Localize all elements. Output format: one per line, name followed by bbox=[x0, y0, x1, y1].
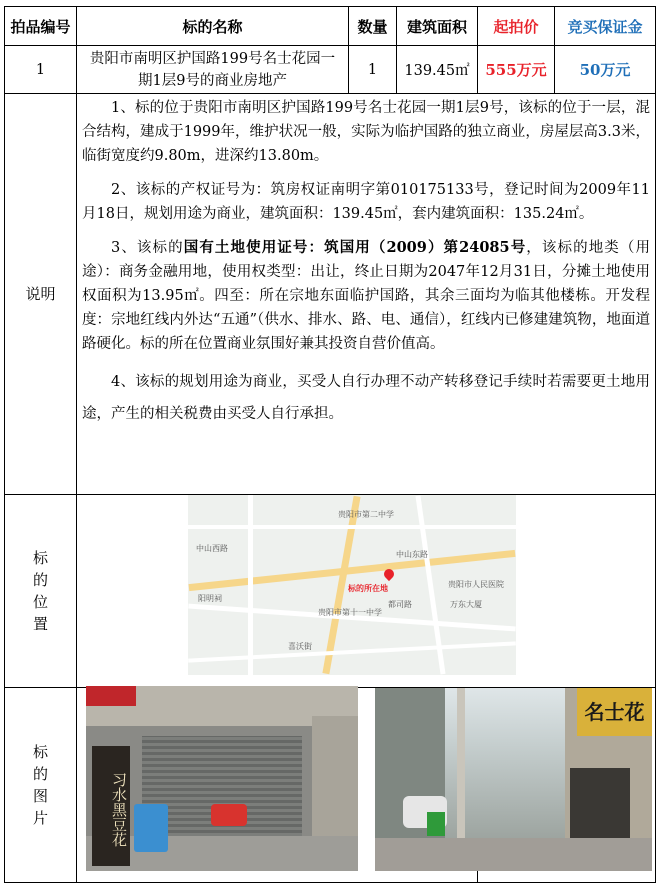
lot-row bbox=[5, 46, 656, 94]
header-start-price: 起拍价 bbox=[478, 7, 555, 46]
map-label: 万东大厦 bbox=[450, 600, 482, 609]
description-p4: 4、该标的规划用途为商业，买受人自行办理不动产转移登记手续时若需要更土地用途，产生的相关税费由买受人自行承担。 bbox=[82, 374, 650, 422]
lot-qty: 1 bbox=[349, 46, 397, 94]
header-area: 建筑面积 bbox=[397, 7, 478, 46]
description-body bbox=[77, 94, 656, 495]
property-photo-street bbox=[375, 688, 652, 871]
description-label: 说明 bbox=[5, 94, 77, 495]
shop-sign: 习水黑豆花 bbox=[92, 746, 130, 866]
map-label: 贵阳市第二中学 bbox=[338, 510, 394, 519]
map-label: 中山东路 bbox=[396, 550, 428, 559]
header-qty: 数量 bbox=[349, 7, 397, 46]
header-lot-no: 拍品编号 bbox=[5, 7, 77, 46]
location-label: 标的位置 bbox=[5, 495, 77, 688]
lot-no: 1 bbox=[5, 46, 77, 94]
map-label: 都司路 bbox=[388, 600, 412, 609]
map-label: 喜沃街 bbox=[288, 642, 312, 651]
lot-deposit: 50万元 bbox=[555, 46, 656, 94]
map-label: 中山西路 bbox=[196, 544, 228, 553]
description-p1: 1、标的位于贵阳市南明区护国路199号名士花园一期1层9号，该标的位于一层，混合结构，建成于1999年，维护状况一般，实际为临护国路的独立商业，房屋层高3.3米，临街宽度约9.80m，进深约13.80m。 bbox=[82, 100, 650, 164]
photos-label: 标的图片 bbox=[5, 688, 77, 883]
description-p2: 2、该标的产权证号为：筑房权证南明字第010175133号，登记时间为2009年11月18日，规划用途为商业，建筑面积：139.45㎡，套内建筑面积：135.24㎡。 bbox=[82, 182, 650, 222]
location-map bbox=[188, 495, 516, 675]
description-p3: 3、该标的国有土地使用证号：筑国用（2009）第24085号，该标的地类（用途）：商务金融用地，使用权类型：出让，终止日期为2047年12月31日，分摊土地使用权面积为13.95㎡。四至：所在宗地东面临护国路，其余三面均为临其他楼栋。开发程度：宗地红线内外达“五通”（供水、排水、路、电、通信），红线内已修建建筑物，地面道路硬化。标的所在位置商业氛围好兼其投资自营价值高。 bbox=[82, 239, 650, 352]
map-label: 阳明祠 bbox=[198, 594, 222, 603]
shop-sign-2: 名士花 bbox=[577, 688, 652, 736]
property-photo-front bbox=[86, 686, 358, 871]
map-target-label: 标的所在地 bbox=[348, 584, 388, 593]
header-row bbox=[5, 7, 656, 46]
lot-start-price: 555万元 bbox=[478, 46, 555, 94]
header-deposit: 竞买保证金 bbox=[555, 7, 656, 46]
description-row bbox=[5, 94, 656, 495]
header-name: 标的名称 bbox=[77, 7, 349, 46]
map-label: 贵阳市第十一中学 bbox=[318, 608, 382, 617]
lot-name: 贵阳市南明区护国路199号名士花园一期1层9号的商业房地产 bbox=[77, 46, 349, 94]
lot-area: 139.45㎡ bbox=[397, 46, 478, 94]
map-label: 贵阳市人民医院 bbox=[448, 580, 504, 589]
